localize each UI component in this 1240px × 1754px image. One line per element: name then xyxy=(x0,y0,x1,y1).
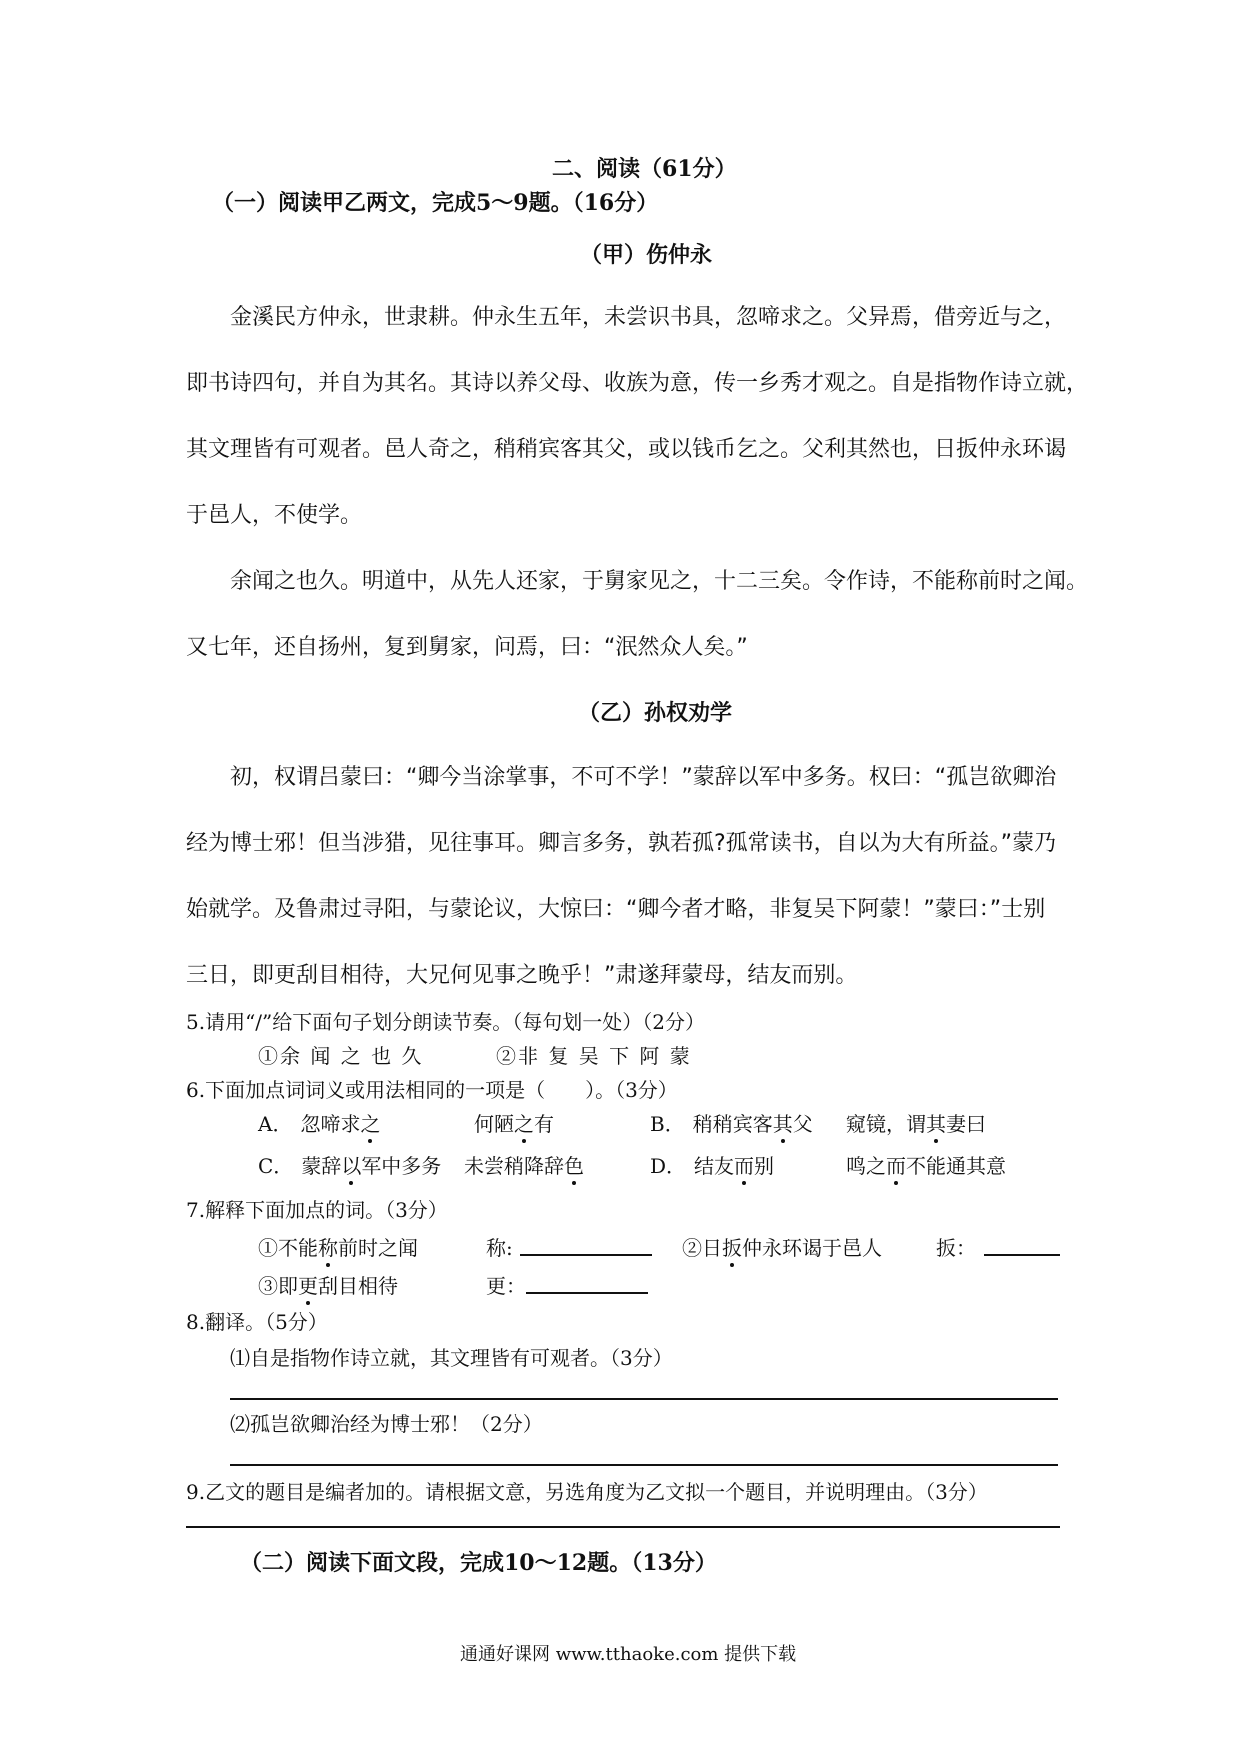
dotted-word: 色 xyxy=(564,1154,584,1178)
q5-item-1: ①余 闻 之 也 久 xyxy=(258,1044,424,1068)
q6-option-c[interactable] xyxy=(258,1150,441,1179)
option-label: A． xyxy=(258,1112,293,1136)
dotted-word: 之 xyxy=(360,1112,381,1136)
passage-a-title: （甲）伤仲永 xyxy=(580,242,713,268)
q6-option-c-pair xyxy=(464,1150,584,1179)
q7-item-2 xyxy=(682,1232,882,1261)
part1-heading: （一）阅读甲乙两文，完成5～9题。（16分） xyxy=(212,190,659,216)
passage-b-line: 经为博士邪！但当涉猎，见往事耳。卿言多务，孰若孤?孤常读书，自以为大有所益。”蒙乃 xyxy=(186,831,1057,856)
q6-option-d[interactable] xyxy=(650,1150,774,1179)
q7-item-1 xyxy=(258,1232,418,1261)
q8-answer-line-2[interactable] xyxy=(230,1464,1058,1466)
dotted-word: 以 xyxy=(341,1154,362,1178)
option-text: 鸣之 xyxy=(846,1154,886,1178)
item-text: ②日 xyxy=(682,1236,722,1260)
dotted-word: 称 xyxy=(318,1236,338,1260)
dotted-word: 更 xyxy=(298,1274,318,1298)
q7-word-1: 称: xyxy=(486,1236,513,1260)
passage-a-line: 即书诗四句，并自为其名。其诗以养父母、收族为意，传一乡秀才观之。自是指物作诗立就， xyxy=(186,371,1089,396)
dotted-word: 之 xyxy=(514,1112,534,1136)
q6-option-a-pair xyxy=(474,1108,554,1137)
item-text: ③即 xyxy=(258,1274,298,1298)
passage-a-line: 余闻之也久。明道中，从先人还家，于舅家见之，十二三矣。令作诗，不能称前时之闻。 xyxy=(230,569,1089,594)
q8-answer-line-1[interactable] xyxy=(230,1398,1058,1400)
option-text: 父 xyxy=(792,1112,813,1136)
q5-stem: 5.请用“/”给下面句子划分朗读节奏。（每句划一处）（2分） xyxy=(186,1010,705,1034)
option-text: 不能通其意 xyxy=(906,1154,1006,1178)
q6-option-b[interactable] xyxy=(650,1108,813,1137)
q7-answer-blank-2[interactable] xyxy=(984,1232,1060,1256)
passage-b-line: 初，权谓吕蒙曰：“卿今当涂掌事，不可不学！”蒙辞以军中多务。权曰：“孤岂欲卿治 xyxy=(230,765,1057,790)
q7-word-3: 更： xyxy=(486,1274,526,1298)
option-text: 何陋 xyxy=(474,1112,514,1136)
q8-stem: 8.翻译。（5分） xyxy=(186,1310,328,1334)
option-text: 有 xyxy=(534,1112,554,1136)
section-heading: 二、阅读（61分） xyxy=(552,156,737,182)
dotted-word: 其 xyxy=(772,1112,793,1136)
dotted-word: 而 xyxy=(886,1154,906,1178)
item-text: 前时之闻 xyxy=(338,1236,418,1260)
option-label: C． xyxy=(258,1154,294,1178)
q9-answer-line[interactable] xyxy=(186,1526,1060,1528)
passage-a-line: 金溪民方仲永，世隶耕。仲永生五年，未尝识书具，忽啼求之。父异焉，借旁近与之， xyxy=(230,305,1067,330)
passage-b-line: 始就学。及鲁肃过寻阳，与蒙论议，大惊曰：“卿今者才略，非复吴下阿蒙！”蒙曰：”士别 xyxy=(186,897,1046,922)
option-text: 窥镜，谓 xyxy=(846,1112,926,1136)
q8-sentence-2: ⑵孤岂欲卿治经为博士邪！（2分） xyxy=(230,1412,543,1436)
q8-sentence-1: ⑴自是指物作诗立就，其文理皆有可观者。（3分） xyxy=(230,1346,673,1370)
q6-option-b-pair xyxy=(846,1108,986,1137)
option-text: 忽啼求 xyxy=(300,1112,361,1136)
passage-a-line: 又七年，还自扬州，复到舅家，问焉，曰：“泯然众人矣。” xyxy=(186,635,748,660)
option-text: 妻曰 xyxy=(946,1112,986,1136)
q7-answer-blank-3[interactable] xyxy=(526,1270,648,1294)
passage-a-line: 其文理皆有可观者。邑人奇之，稍稍宾客其父，或以钱币乞之。父利其然也，日扳仲永环谒 xyxy=(186,437,1067,462)
page-footer: 通通好课网 www.tthaoke.com 提供下载 xyxy=(460,1644,797,1665)
dotted-word: 扳 xyxy=(722,1236,742,1260)
item-text: 仲永环谒于邑人 xyxy=(742,1236,882,1260)
q6-option-a[interactable] xyxy=(258,1108,380,1137)
passage-b-line: 三日，即更刮目相待，大兄何见事之晚乎！”肃遂拜蒙母，结友而别。 xyxy=(186,963,858,988)
passage-b-title: （乙）孙权劝学 xyxy=(578,700,733,726)
part2-heading: （二）阅读下面文段，完成10～12题。（13分） xyxy=(240,1550,717,1576)
option-text: 别 xyxy=(754,1154,775,1178)
q7-stem: 7.解释下面加点的词。（3分） xyxy=(186,1198,448,1222)
q6-option-d-pair xyxy=(846,1150,1006,1179)
dotted-word: 而 xyxy=(734,1154,755,1178)
option-text: 蒙辞 xyxy=(301,1154,342,1178)
q7-word-2: 扳： xyxy=(936,1236,976,1260)
q5-item-2: ②非 复 吴 下 阿 蒙 xyxy=(496,1044,692,1068)
q7-item-3 xyxy=(258,1270,398,1299)
option-text: 军中多务 xyxy=(361,1154,442,1178)
q9-stem: 9.乙文的题目是编者加的。请根据文意，另选角度为乙文拟一个题目，并说明理由。（3分） xyxy=(186,1480,988,1504)
q7-answer-blank-1[interactable] xyxy=(520,1232,652,1256)
q6-stem: 6.下面加点词词义或用法相同的一项是（ ）。（3分） xyxy=(186,1078,678,1102)
item-text: 刮目相待 xyxy=(318,1274,398,1298)
option-label: B． xyxy=(650,1112,685,1136)
option-text: 未尝稍降辞 xyxy=(464,1154,564,1178)
dotted-word: 其 xyxy=(926,1112,946,1136)
option-label: D． xyxy=(650,1154,687,1178)
passage-a-line: 于邑人，不使学。 xyxy=(186,503,363,528)
option-text: 稍稍宾客 xyxy=(692,1112,773,1136)
option-text: 结友 xyxy=(694,1154,735,1178)
item-text: ①不能 xyxy=(258,1236,318,1260)
